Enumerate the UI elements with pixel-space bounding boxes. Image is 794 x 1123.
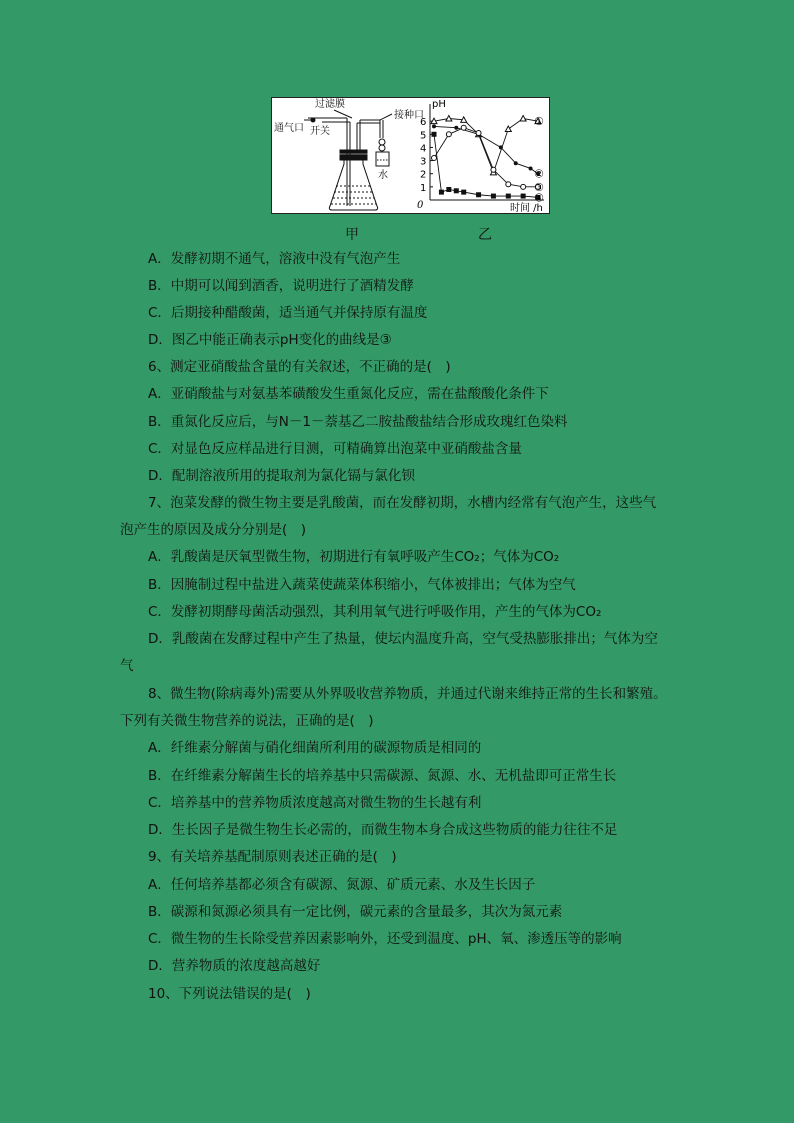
answer-option: D．图乙中能正确表示pH变化的曲线是③ xyxy=(148,332,392,348)
x-axis-label: 时间 /h xyxy=(510,203,543,214)
y-tick-label: 2 xyxy=(420,169,427,181)
answer-option: B．碳源和氮源必须具有一定比例，碳元素的含量最多，其次为氮元素 xyxy=(148,904,563,920)
question-stem: 9、有关培养基配制原则表述正确的是( ) xyxy=(148,849,397,865)
ph-chart xyxy=(417,99,544,214)
curve-label: ③ xyxy=(534,180,544,194)
data-point xyxy=(491,194,496,199)
data-point xyxy=(454,188,459,193)
y-tick-label: 6 xyxy=(420,117,427,129)
label-inlet: 通气口 xyxy=(274,123,304,134)
data-point xyxy=(521,194,526,199)
figure-panel xyxy=(271,97,550,214)
series-line-1 xyxy=(434,119,538,173)
label-water: 水 xyxy=(378,170,388,181)
curve-label: ① xyxy=(534,115,544,129)
answer-option: D．配制溶液所用的提取剂为氯化镉与氯化钡 xyxy=(148,468,415,484)
question-continuation: 气 xyxy=(120,658,134,674)
label-port: 接种口 xyxy=(394,110,424,121)
data-point xyxy=(491,167,496,172)
data-point xyxy=(476,192,481,197)
answer-option: C．培养基中的营养物质浓度越高对微生物的生长越有利 xyxy=(148,795,482,811)
caption-jia: 甲 xyxy=(345,227,359,243)
data-point xyxy=(476,130,481,135)
y-tick-label: 3 xyxy=(420,156,427,168)
question-continuation: 泡产生的原因及成分分别是( ) xyxy=(120,522,307,538)
answer-option: A．纤维素分解菌与硝化细菌所利用的碳源物质是相同的 xyxy=(148,740,482,756)
answer-option: A．亚硝酸盐与对氨基苯磺酸发生重氮化反应，需在盐酸酸化条件下 xyxy=(148,386,549,402)
answer-option: A．发酵初期不通气，溶液中没有气泡产生 xyxy=(148,251,401,267)
answer-option: B．中期可以闻到酒香，说明进行了酒精发酵 xyxy=(148,278,414,294)
data-point xyxy=(446,132,451,137)
data-point xyxy=(461,125,466,130)
data-point xyxy=(529,166,533,170)
answer-option: A．任何培养基都必须含有碳源、氮源、矿质元素、水及生长因子 xyxy=(148,877,536,893)
question-stem: 8、微生物(除病毒外)需要从外界吸收营养物质，并通过代谢来维持正常的生长和繁殖。 xyxy=(148,686,667,702)
answer-option: D．乳酸菌在发酵过程中产生了热量，使坛内温度升高，空气受热膨胀排出；气体为空 xyxy=(148,631,658,647)
y-tick-label: 5 xyxy=(420,130,427,142)
data-point xyxy=(520,116,526,122)
data-point xyxy=(432,124,436,128)
data-point xyxy=(506,182,511,187)
answer-option: C．后期接种醋酸菌，适当通气并保持原有温度 xyxy=(148,305,428,321)
figure-svg xyxy=(272,98,551,215)
data-point xyxy=(461,190,466,195)
caption-yi: 乙 xyxy=(478,227,492,243)
data-point xyxy=(506,194,511,199)
answer-option: C．对显色反应样品进行目测，可精确算出泡菜中亚硝酸盐含量 xyxy=(148,441,522,457)
origin-label: 0 xyxy=(417,200,424,211)
data-point xyxy=(499,145,503,149)
answer-option: C．微生物的生长除受营养因素影响外，还受到温度、pH、氧、渗透压等的影响 xyxy=(148,931,622,947)
y-tick-label: 4 xyxy=(420,143,427,155)
answer-option: D．生长因子是微生物生长必需的，而微生物本身合成这些物质的能力往往不足 xyxy=(148,822,618,838)
curve-label: ④ xyxy=(534,191,544,205)
data-point xyxy=(505,126,511,131)
answer-option: C．发酵初期酵母菌活动强烈，其利用氧气进行呼吸作用，产生的气体为CO₂ xyxy=(148,604,602,620)
label-membrane: 过滤膜 xyxy=(315,99,345,110)
y-tick-label: 1 xyxy=(420,182,427,194)
question-stem: 10、下列说法错误的是( ) xyxy=(148,986,311,1002)
data-point xyxy=(439,190,444,195)
label-switch: 开关 xyxy=(310,126,330,137)
answer-option: B．重氮化反应后，与N－1－萘基乙二胺盐酸盐结合形成玫瑰红色染料 xyxy=(148,414,568,430)
data-point xyxy=(521,184,526,189)
question-stem: 6、测定亚硝酸盐含量的有关叙述，不正确的是( ) xyxy=(148,359,451,375)
data-point xyxy=(432,155,437,160)
question-stem: 7、泡菜发酵的微生物主要是乳酸菌，而在发酵初期，水槽内经常有气泡产生，这些气 xyxy=(148,495,657,511)
curve-label: ② xyxy=(534,167,544,181)
data-point xyxy=(432,132,437,137)
y-axis-label: pH xyxy=(432,99,446,110)
data-point xyxy=(446,187,451,192)
data-point xyxy=(514,161,518,165)
answer-option: B．在纤维素分解菌生长的培养基中只需碳源、氮源、水、无机盐即可正常生长 xyxy=(148,768,617,784)
answer-option: B．因腌制过程中盐进入蔬菜使蔬菜体积缩小，气体被排出；气体为空气 xyxy=(148,577,576,593)
answer-option: A．乳酸菌是厌氧型微生物，初期进行有氧呼吸产生CO₂；气体为CO₂ xyxy=(148,549,560,565)
data-point xyxy=(454,126,458,130)
fermenter-apparatus xyxy=(304,110,392,210)
answer-option: D．营养物质的浓度越高越好 xyxy=(148,958,321,974)
question-continuation: 下列有关微生物营养的说法，正确的是( ) xyxy=(120,713,374,729)
